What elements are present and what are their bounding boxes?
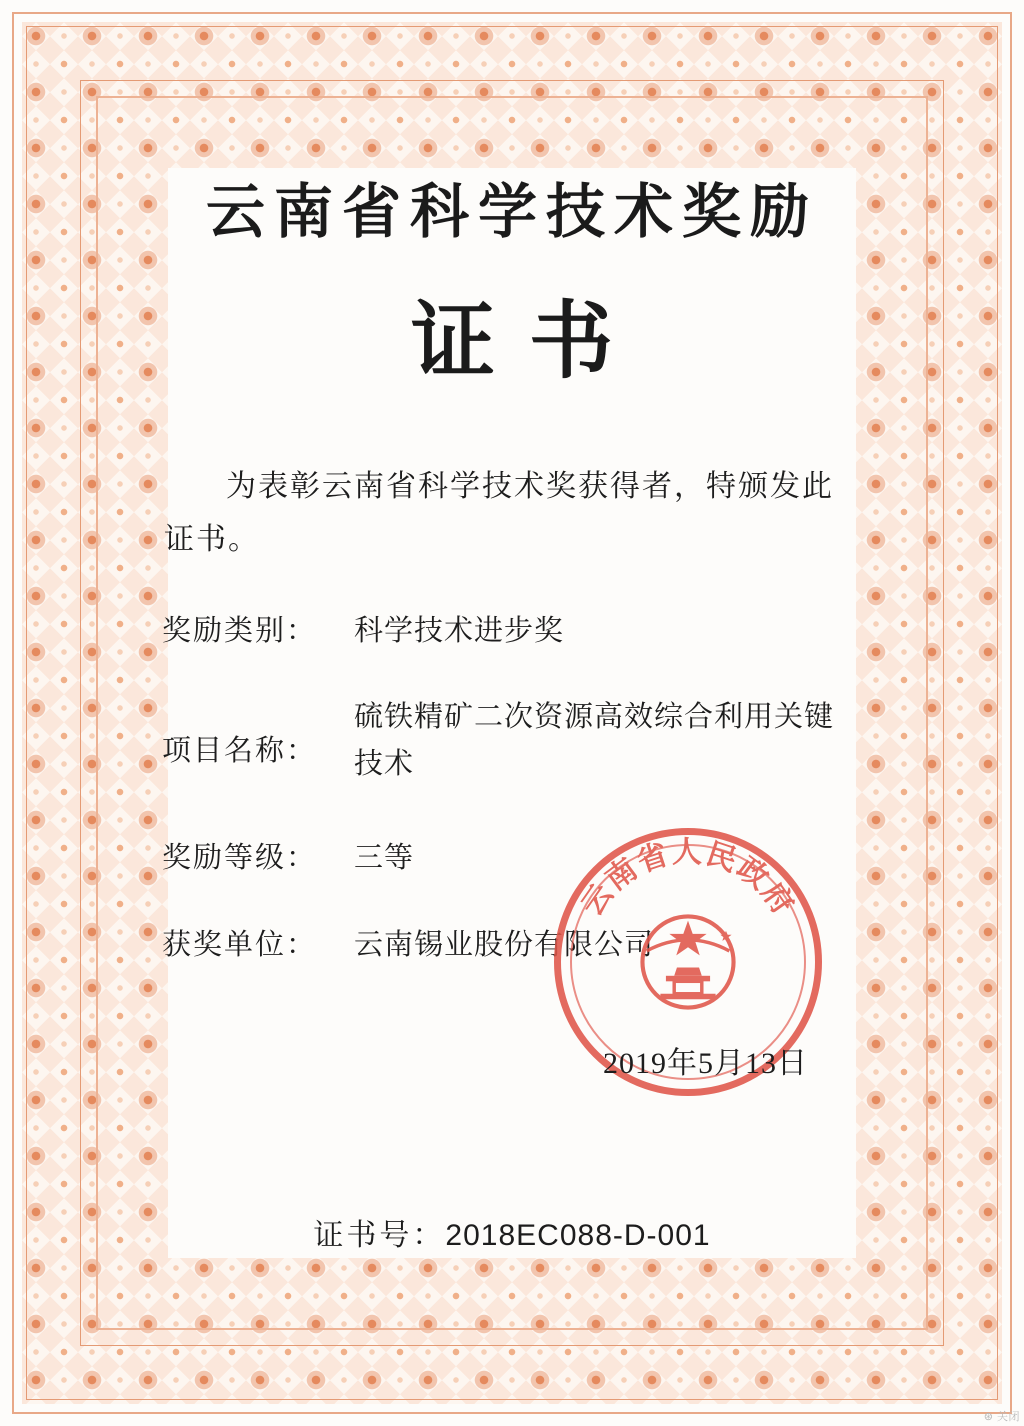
field-value-award-level: 三等 <box>354 842 415 875</box>
certificate-number <box>156 1210 868 1254</box>
seal-and-date-area <box>156 835 868 1090</box>
certificate-preamble: 为表彰云南省科学技术奖获得者，特颁发此证书。 <box>164 470 834 556</box>
page-watermark: ⊛ 关闭 <box>983 1411 1020 1423</box>
svg-text:云南省人民政府: 云南省人民政府 <box>574 835 802 923</box>
certificate-number-label: 证书号： <box>313 1219 446 1253</box>
certificate-sub-title: 证书 <box>410 290 647 390</box>
certificate-number-value: 2018EC088-D-001 <box>445 1219 711 1253</box>
field-award-category <box>162 608 862 654</box>
field-value-project-name: 硫铁精矿二次资源高效综合利用关键技术 <box>354 701 835 780</box>
field-label-project-name: 项目名称： <box>162 735 318 768</box>
certificate-content <box>110 110 914 1316</box>
field-project-name <box>162 694 862 787</box>
field-label-awarded-organization: 获奖单位： <box>162 928 318 961</box>
national-emblem-icon <box>619 896 757 1034</box>
issue-date: 2019年5月13日 <box>603 1047 808 1081</box>
field-label-award-category: 奖励类别： <box>162 615 318 648</box>
field-value-award-category: 科学技术进步奖 <box>354 615 565 648</box>
certificate-main-title: 云南省科学技术奖励 <box>205 177 818 246</box>
field-label-award-level: 奖励等级： <box>162 842 318 875</box>
field-value-awarded-organization: 云南锡业股份有限公司 <box>354 928 655 961</box>
